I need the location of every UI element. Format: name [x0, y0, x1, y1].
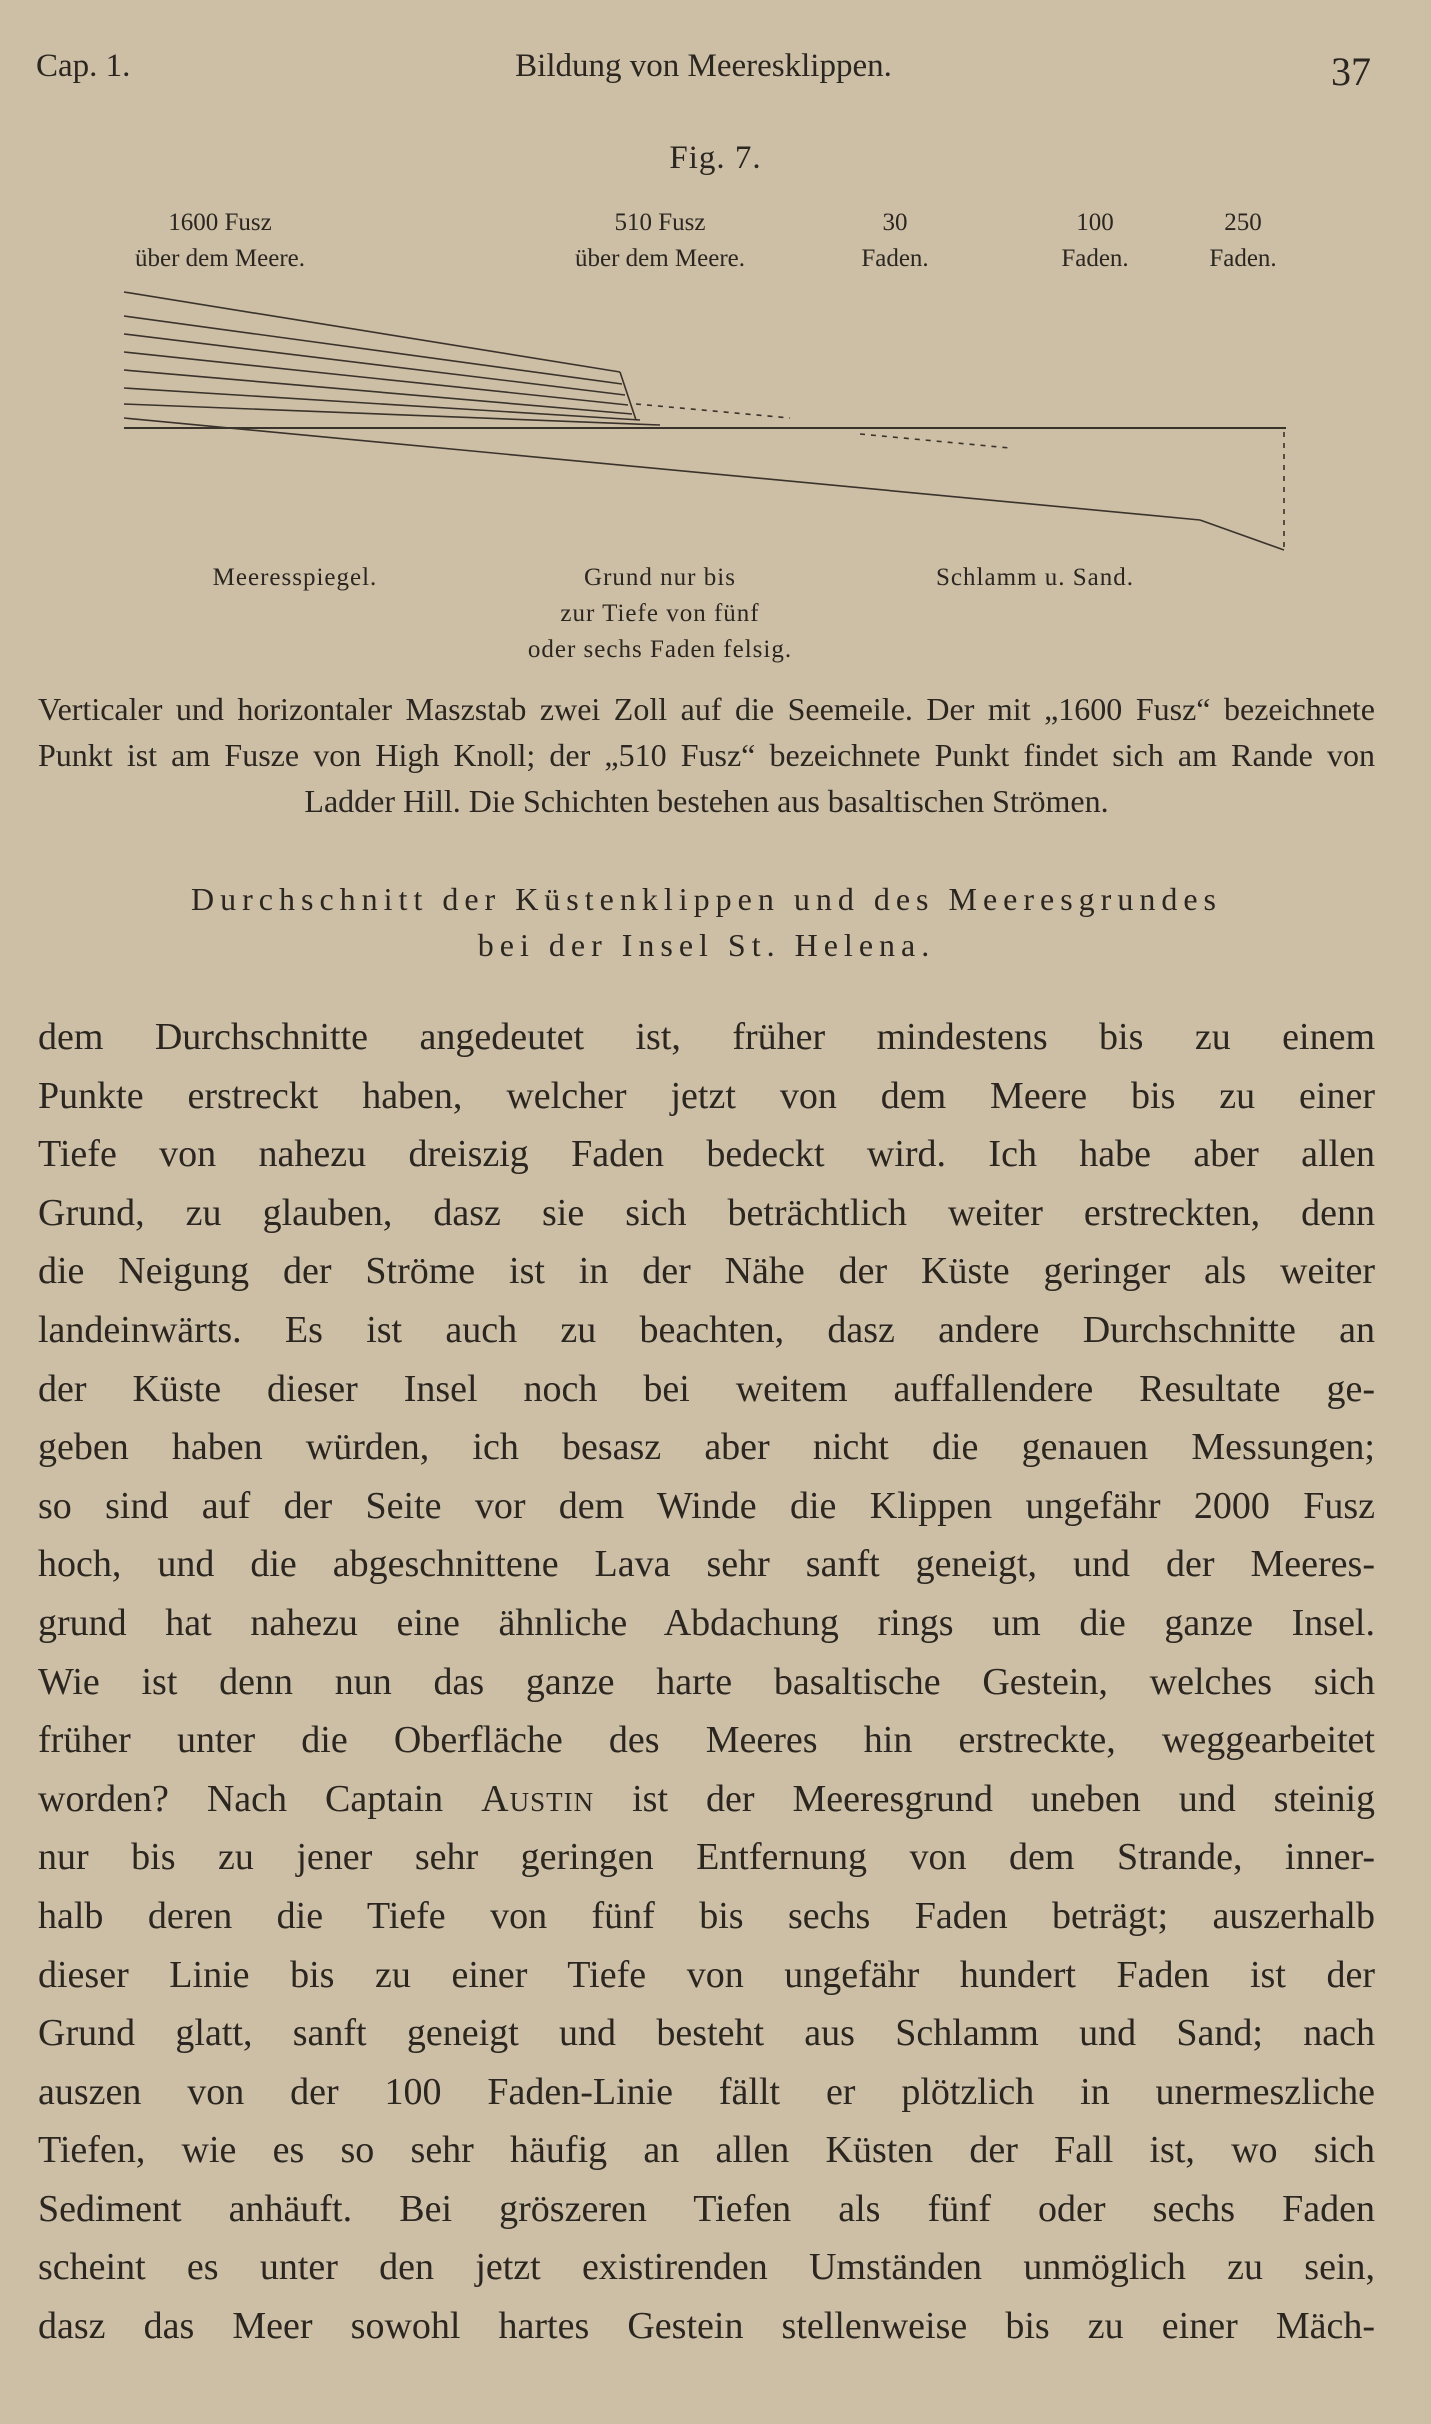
fig-label-510-fusz: 510 Fusz über dem Meere. [574, 209, 746, 272]
chapter-label: Cap. 1. [36, 48, 131, 84]
figure-label: Fig. 7. [669, 140, 762, 176]
text-line: Wie ist denn nun das ganze harte basaltische Gestein, welches sich [38, 1660, 1375, 1703]
text-line: dieser Linie bis zu einer Tiefe von ungefähr hundert Faden ist der [38, 1953, 1375, 1996]
fig-label-30-faden: 30 Faden. [861, 209, 929, 272]
stratum-line [124, 334, 625, 395]
fig-label-100-faden: 100 Faden. [1061, 209, 1129, 272]
text-line: dasz das Meer sowohl hartes Gestein stellenweise bis zu einer Mäch- [38, 2305, 1375, 2348]
fig-label-rocky-ground: Grund nur bis zur Tiefe von fünf oder sechs Faden felsig. [527, 564, 793, 663]
figure-caption: Verticaler und horizontaler Maszstab zwei Zoll auf die Seemeile. Der mit „1600 Fusz“ bezeichnete Punkt ist am Fusze von High Knoll; der „510 Fusz“ bezeichnete Punkt findet sich am Rande von Ladder Hill. Die Schichten bestehen aus basaltischen Strömen. [38, 691, 1375, 819]
text-line: hoch, und die abgeschnittene Lava sehr sanft geneigt, und der Meeres- [38, 1543, 1375, 1586]
stratum-line [124, 404, 660, 425]
text-line: der Küste dieser Insel noch bei weitem auffallendere Resultate ge- [38, 1367, 1375, 1410]
text-line: geben haben würden, ich besasz aber nicht die genauen Messungen; [38, 1426, 1375, 1469]
text-line: landeinwärts. Es ist auch zu beachten, dasz andere Durchschnitte an [38, 1308, 1375, 1351]
text-line: so sind auf der Seite vor dem Winde die Klippen ungefähr 2000 Fusz [38, 1484, 1375, 1527]
figure-subtitle: Durchschnitt der Küstenklippen und des Meeresgrundes bei der Insel St. Helena. [191, 881, 1222, 963]
author-name: Austin [481, 1777, 595, 1820]
text-line: auszen von der 100 Faden-Linie fällt er plötzlich in unermeszliche [38, 2070, 1375, 2113]
text-line: halb deren die Tiefe von fünf bis sechs Faden beträgt; auszerhalb [38, 1894, 1375, 1937]
text-line: scheint es unter den jetzt existirenden Umständen unmöglich zu sein, [38, 2246, 1375, 2289]
seabed-drop-line [1200, 520, 1284, 550]
fig-label-sea-level: Meeresspiegel. [212, 564, 378, 591]
text-line: Grund glatt, sanft geneigt und besteht aus Schlamm und Sand; nach [38, 2012, 1375, 2055]
stratum-line [124, 418, 1200, 520]
former-extension-dashed [636, 404, 790, 418]
fig-label-250-faden: 250 Faden. [1209, 209, 1277, 272]
text-line: Tiefen, wie es so sehr häufig an allen Küsten der Fall ist, wo sich [38, 2129, 1375, 2172]
fig-label-1600-fusz: 1600 Fusz über dem Meere. [134, 209, 306, 272]
text-line: Tiefe von nahezu dreiszig Faden bedeckt wird. Ich habe aber allen [38, 1133, 1375, 1176]
page-number: 37 [1331, 49, 1371, 94]
text-line: dem Durchschnitte angedeutet ist, früher mindestens bis zu einem [38, 1016, 1375, 1058]
former-extension-dashed [860, 434, 1010, 448]
text-line: Sediment anhäuft. Bei gröszeren Tiefen als fünf oder sechs Faden [38, 2187, 1375, 2230]
fig-label-mud-sand: Schlamm u. Sand. [936, 564, 1134, 591]
text-line: die Neigung der Ströme ist in der Nähe der Küste geringer als weiter [38, 1250, 1375, 1293]
stratum-line [124, 352, 628, 405]
text-line: früher unter die Oberfläche des Meeres hin erstreckte, weggearbeitet [38, 1719, 1375, 1762]
running-title: Bildung von Meeresklippen. [515, 48, 892, 84]
body-text [38, 1008, 1375, 2356]
text-line: grund hat nahezu eine ähnliche Abdachung rings um die ganze Insel. [38, 1601, 1375, 1644]
stratum-line [124, 316, 622, 384]
text-line: Grund, zu glauben, dasz sie sich beträchtlich weiter erstreckten, denn [38, 1191, 1375, 1234]
text-line: Punkte erstreckt haben, welcher jetzt von dem Meere bis zu einer [38, 1074, 1375, 1117]
text-line-with-author: worden? Nach Captain Austin ist der Meeresgrund uneben und steinig [38, 1777, 1376, 1820]
text-line: nur bis zu jener sehr geringen Entfernung von dem Strande, inner- [38, 1836, 1375, 1879]
